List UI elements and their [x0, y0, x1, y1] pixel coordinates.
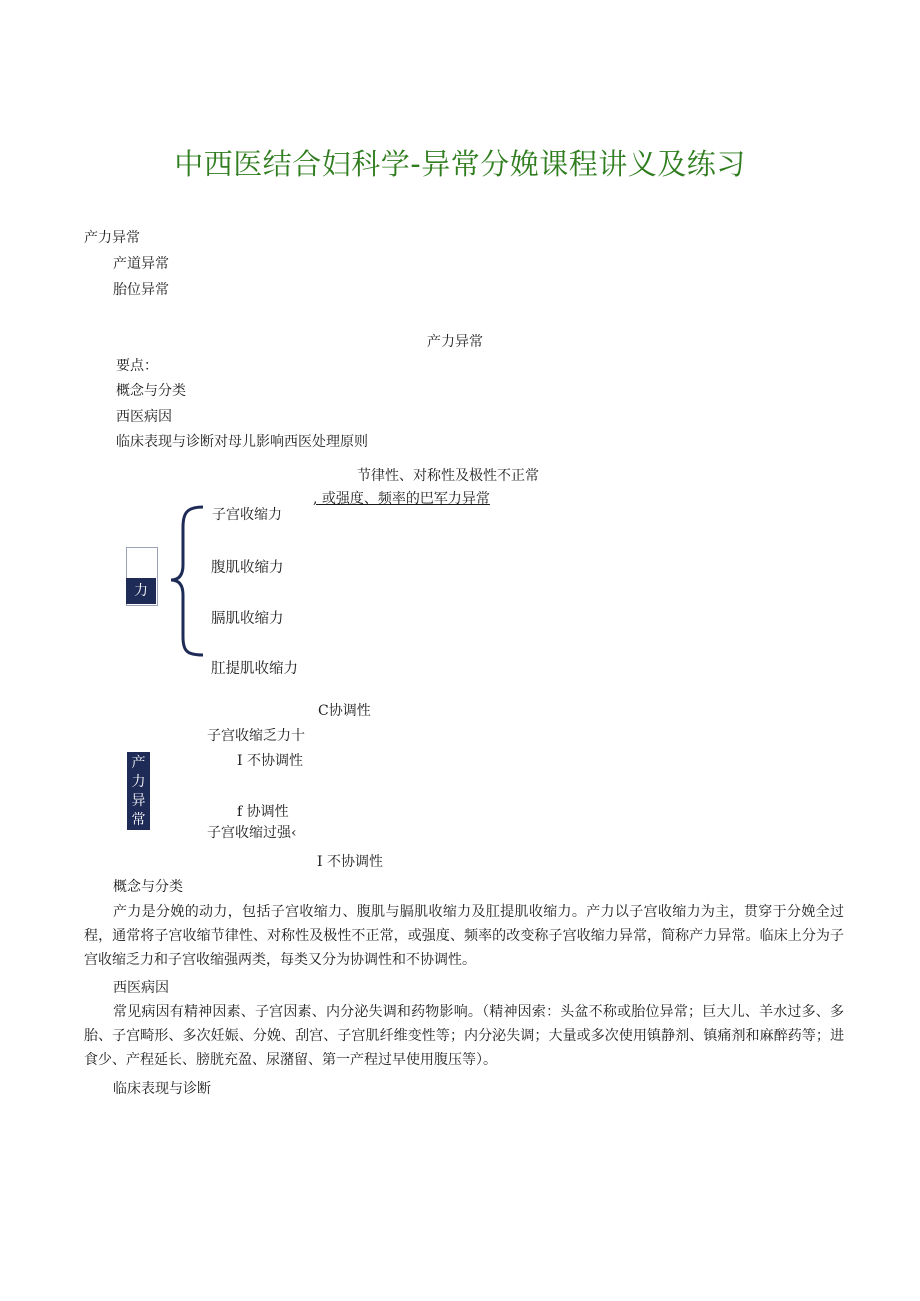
branch-uterine-contraction: 子宫收缩力	[212, 507, 282, 523]
section-paragraph-concept: 产力是分娩的动力，包括子宫收缩力、腹肌与膈肌收缩力及肛提肌收缩力。产力以子宫收缩力为主，贯穿于分娩全过程，通常将子宫收缩节律性、对称性及极性不正常，或强度、频率的改变称子宫收缩力异常，简称产力异常。临床上分为子宫收缩乏力和子宫收缩强两类，每类又分为协调性和不协调性。	[84, 904, 844, 968]
clipped-branch-wrapper	[205, 652, 320, 677]
section-heading-clinical: 临床表现与诊断	[113, 1081, 211, 1097]
branch-levator-contraction: 肛提肌收缩力	[211, 661, 298, 677]
toc-item-birth-canal: 产道异常	[113, 256, 169, 272]
strong-incoordinated: I 不协调性	[317, 854, 383, 870]
diagram-note-line: 节律性、对称性及极性不正常	[357, 468, 539, 484]
key-point-item: 临床表现与诊断对母儿影响西医处理原则	[116, 434, 368, 450]
key-point-item: 西医病因	[116, 409, 172, 425]
diagram-box-label: 力	[126, 578, 156, 604]
section-paragraph-etiology: 常见病因有精神因素、子宫因素、内分泌失调和药物影响。（精神因索：头盆不称或胎位异常；巨大儿、羊水过多、多胎、子宫畸形、多次妊娠、分娩、刮宫、子宫肌纤维变性等；内分泌失调；大量或多次使用镇静剂、镇痛剂和麻醉药等；进食少、产程延长、膀胱充盈、尿潴留、第一产程过早使用腹压等）。	[84, 1004, 844, 1068]
uterine-inertia: 子宫收缩乏力十	[207, 728, 305, 744]
curly-brace	[165, 503, 210, 661]
section-heading-concept: 概念与分类	[113, 879, 183, 895]
uterine-hypertonia: 子宫收缩过强‹	[207, 825, 297, 841]
diagram-box-label: 产力异常	[127, 752, 150, 830]
branch-abdominal-contraction: 腹肌收缩力	[211, 560, 284, 576]
toc-item-labor-force: 产力异常	[84, 230, 140, 246]
section-heading-etiology: 西医病因	[113, 980, 169, 996]
weak-coordinated: C协调性	[318, 703, 371, 719]
key-point-item: 概念与分类	[116, 383, 186, 399]
weak-incoordinated: I 不协调性	[237, 753, 303, 769]
section-heading: 产力异常	[427, 334, 483, 350]
document-title: 中西医结合妇科学-异常分娩课程讲义及练习	[174, 147, 746, 181]
key-points-label: 要点：	[116, 358, 158, 374]
toc-item-fetal-position: 胎位异常	[113, 282, 169, 298]
branch-diaphragm-contraction: 膈肌收缩力	[211, 611, 284, 627]
strong-coordinated: f 协调性	[237, 804, 289, 820]
diagram-note-line: , 或强度、频率的巴军力异常	[313, 491, 490, 507]
